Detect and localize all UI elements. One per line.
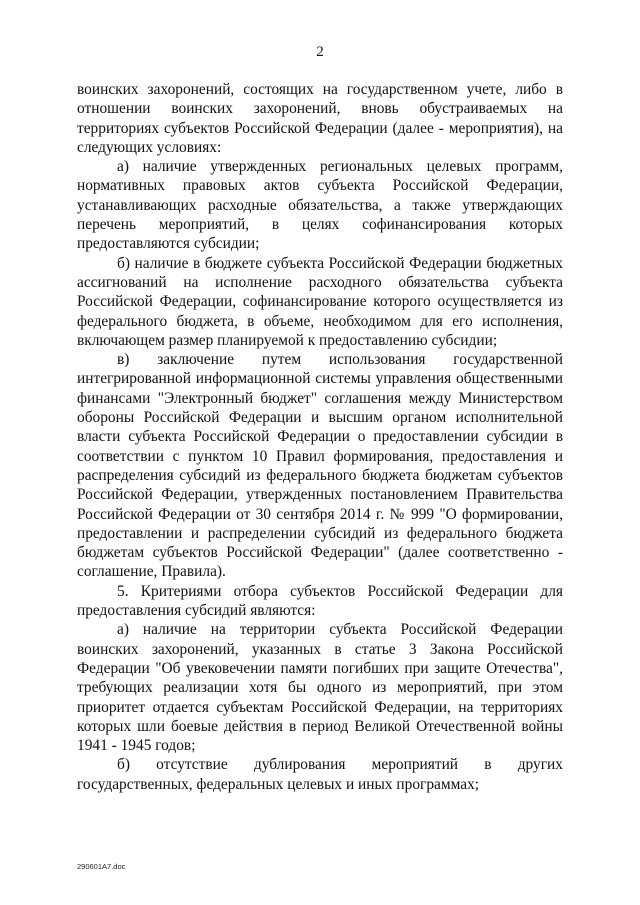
paragraph-continuation: воинских захоронений, состоящих на государственном учете, либо в отношении воинских захоронений, вновь обустраиваемых на территориях субъектов Российской Федерации (далее - мероприятия), на следующих условиях:: [77, 81, 563, 156]
page-number: 2: [316, 44, 324, 60]
document-file-code: 290601A7.doc: [77, 862, 126, 871]
paragraph-criterion-b: б) отсутствие дублирования мероприятий в других государственных, федеральных целевых и иных программах;: [77, 756, 563, 793]
document-body: [77, 80, 563, 794]
paragraph-section-5: 5. Критериями отбора субъектов Российской Федерации для предоставления субсидий являются:: [77, 582, 563, 620]
paragraph-criterion-a: а) наличие на территории субъекта Российской Федерации воинских захоронений, указанных в статье 3 Закона Российской Федерации "Об увековечении памяти погибших при защите Отечества", требующих реализации хотя бы одного из мероприятий, при этом приоритет отдается субъектам Российской Федерации, на территориях которых шли боевые действия в период Великой Отечественной войны 1941 - 1945 годов;: [77, 621, 563, 755]
paragraph-condition-b: б) наличие в бюджете субъекта Российской Федерации бюджетных ассигнований на исполнение расходного обязательства субъекта Российской Федерации, софинансирование которого осуществляется из федерального бюджета, в объеме, необходимом для его исполнения, включающем размер планируемой к предоставлению субсидии;: [77, 254, 563, 349]
paragraph-condition-a: а) наличие утвержденных региональных целевых программ, нормативных правовых актов субъекта Российской Федерации, устанавливающих расходные обязательства, а также утверждающих перечень мероприятий, в целях софинансирования которых предоставляются субсидии;: [77, 158, 563, 253]
paragraph-condition-v: в) заключение путем использования государственной интегрированной информационной системы управления общественными финансами "Электронный бюджет" соглашения между Министерством обороны Российской Федерации и высшим органом исполнительной власти субъекта Российской Федерации о предоставлении субсидии в соответствии с пунктом 10 Правил формирования, предоставления и распределения субсидий из федерального бюджета бюджетам субъектов Российской Федерации, утвержденных постановлением Правительства Российской Федерации от 30 сентября 2014 г. № 999 "О формировании, предоставлении и распределении субсидий из федерального бюджета бюджетам субъектов Российской Федерации" (далее соответственно - соглашение, Правила).: [77, 351, 563, 581]
